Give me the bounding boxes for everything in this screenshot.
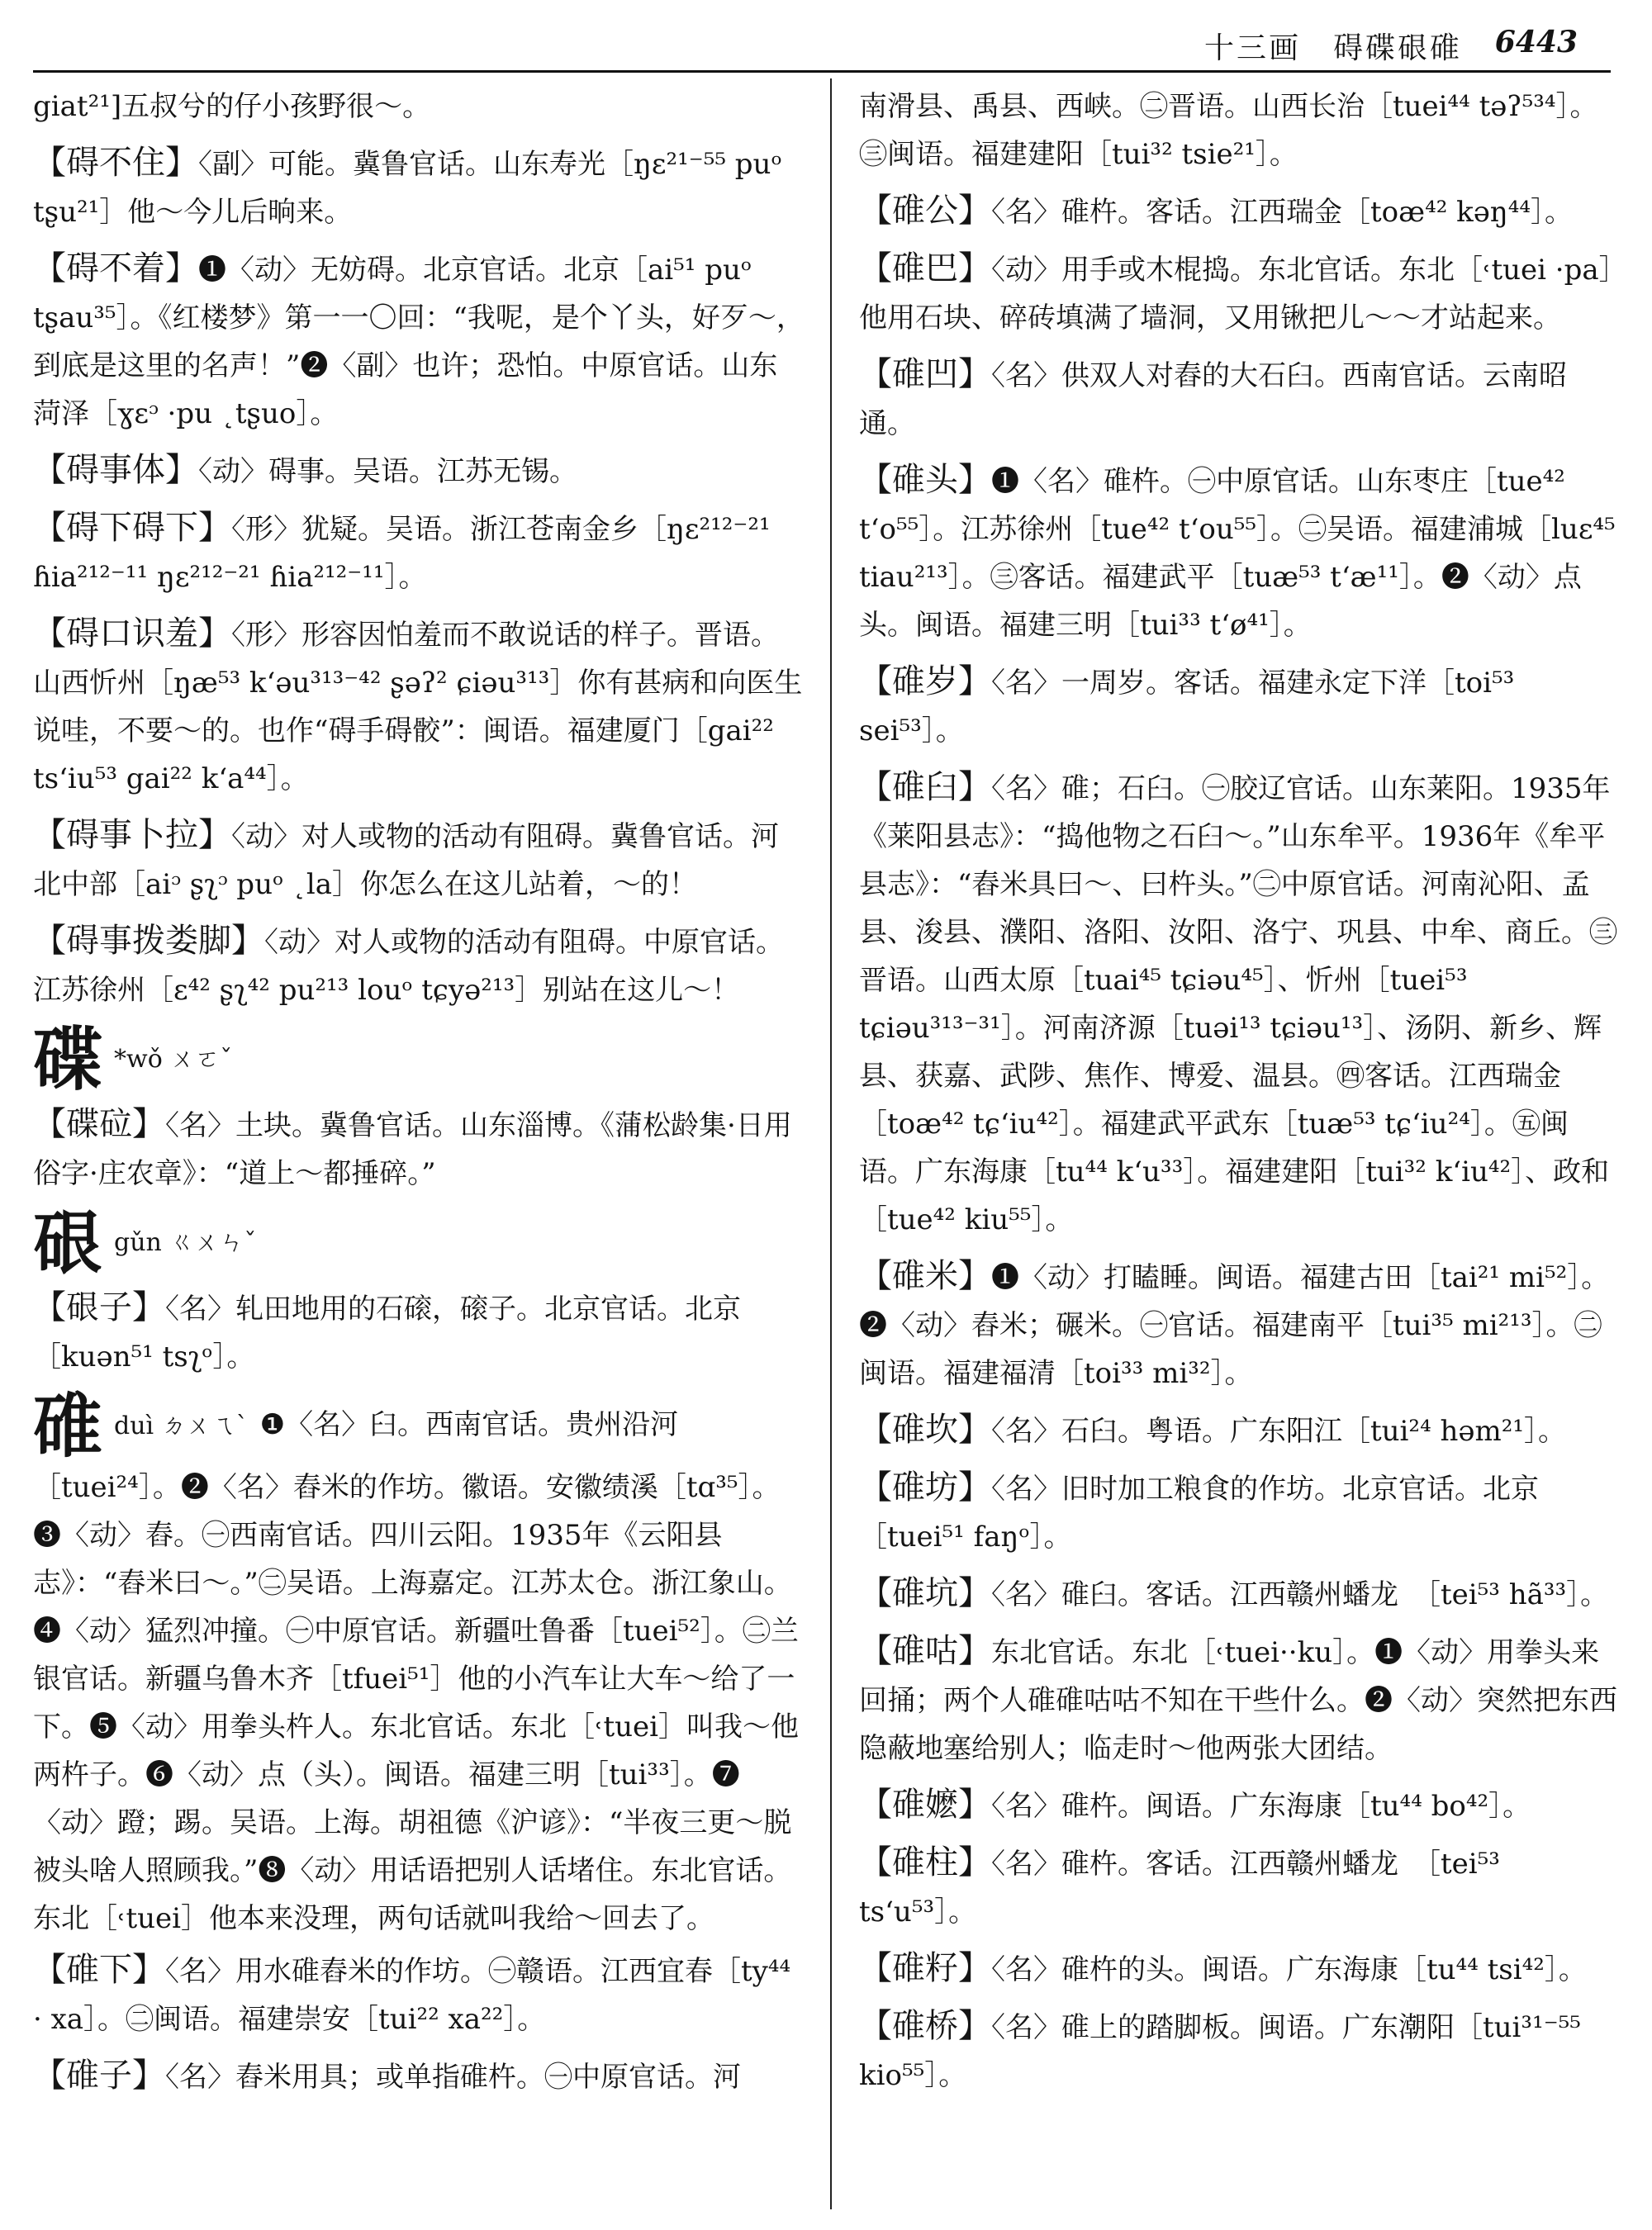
headword-close-bracket: 】 [958,1632,991,1670]
dictionary-entry [33,1100,805,1198]
headword-open-bracket: 【 [859,1468,892,1506]
page-header [0,25,1652,74]
entry-definition: 〈动〉用手或木棍捣。东北官话。东北［˓tuei ·pa］他用石块、碎砖填满了墙洞，又用锹把儿～～才站起来。 [859,254,1613,334]
headword-close-bracket: 】 [958,1257,991,1295]
headword-close-bracket: 】 [958,1468,991,1506]
dictionary-entry [33,2052,805,2101]
headword-close-bracket: 】 [132,1951,165,1989]
entry-definition: 〈名〉供双人对舂的大石臼。西南官话。云南昭通。 [859,359,1567,440]
continued-text: giat²¹]五叔兮的仔小孩野很～。 [33,90,431,123]
entry-headword: 碍不住 [66,144,165,182]
character-entry [33,1018,805,1100]
entry-headword: 碓凹 [892,355,958,393]
headword-open-bracket: 【 [859,768,892,806]
entry-definition: 〈形〉形容因怕羞而不敢说话的样子。晋语。山西忻州［ŋæ⁵³ k‘əu³¹³⁻⁴² ʂəʔ² ɕiəu³¹³］你有甚病和向医生说哇，不要～的。也作“碍手碍骹”：闽语。福建厦门［gai²² ts‘iu⁵³ gai²² k‘a⁴⁴］。 [33,619,803,795]
entry-headword: 碓头 [892,461,958,499]
headword-open-bracket: 【 [33,922,66,960]
dictionary-entry [859,1839,1619,1936]
dictionary-entry [859,2002,1619,2100]
headword-open-bracket: 【 [33,816,66,854]
entry-headword: 碓坑 [892,1574,958,1612]
entry-definition: 〈形〉犹疑。吴语。浙江苍南金乡［ŋɛ²¹²⁻²¹ ɦia²¹²⁻¹¹ ŋɛ²¹²⁻²¹ ɦia²¹²⁻¹¹］。 [33,513,771,594]
entry-definition: 〈动〉碍事。吴语。江苏无锡。 [198,455,577,488]
headword-close-bracket: 】 [958,249,991,287]
headword-open-bracket: 【 [859,1257,892,1295]
dictionary-entry [33,139,805,236]
entry-headword: 碍不着 [66,249,165,287]
entry-definition: 〈名〉碓杵。客话。江西赣州蟠龙 ［tei⁵³ ts‘u⁵³］。 [859,1848,1500,1929]
dictionary-entry [859,244,1619,342]
headword-open-bracket: 【 [33,144,66,182]
entry-headword: 碓咕 [892,1632,958,1670]
dictionary-entry [33,610,805,803]
entry-headword: 碓岁 [892,662,958,700]
column-divider [830,78,832,2209]
headword-open-bracket: 【 [859,1949,892,1987]
entry-headword: 碍事卜拉 [66,816,198,854]
entry-headword: 碓米 [892,1257,958,1295]
headword-close-bracket: 】 [198,614,231,652]
headword-open-bracket: 【 [859,1632,892,1670]
character-pronunciation: *wǒ ㄨㄛˇ [114,1045,233,1074]
entry-headword: 碍口识羞 [66,614,198,652]
headword-close-bracket: 】 [958,1574,991,1612]
entry-definition: 〈名〉碓臼。客话。江西赣州蟠龙 ［tei⁵³ hã³³］。 [991,1578,1609,1611]
right-column [859,83,1619,2205]
dictionary-entry [859,350,1619,448]
entry-definition: 〈名〉一周岁。客话。福建永定下洋［toi⁵³ sei⁵³］。 [859,667,1515,747]
headword-close-bracket: 】 [165,451,198,489]
character-pronunciation: gǔn ㄍㄨㄣˇ [114,1228,257,1257]
headword-close-bracket: 】 [132,2057,165,2095]
dictionary-entry [33,446,805,496]
headword-close-bracket: 】 [132,1288,165,1326]
dictionary-entry [859,763,1619,1244]
entry-headword: 碓巴 [892,249,958,287]
headword-close-bracket: 】 [958,355,991,393]
entry-headword: 碍事拨娄脚 [66,922,231,960]
character-entry [33,1202,805,1283]
entry-definition: ❶〈动〉无妨碍。北京官话。北京［ai⁵¹ puᵒ tʂau³⁵］。《红楼梦》第一一〇回：“我呢，是个丫头，好歹～，到底是这里的名声！”❷〈副〉也许；恐怕。中原官话。山东菏泽［ɣɛᵓ ·pu ˛tʂuo］。 [33,254,805,430]
entry-definition: 〈名〉土块。冀鲁官话。山东淄博。《蒲松龄集·日用俗字·庄农章》：“道上～都捶碎。” [33,1109,792,1190]
dictionary-entry [859,456,1619,649]
dictionary-entry [859,1252,1619,1397]
headword-open-bracket: 【 [859,461,892,499]
continued-text: 南滑县、禹县、西峡。㊁晋语。山西长治［tuei⁴⁴ təʔ⁵³⁴］。㊂闽语。福建建阳［tui³² tsie²¹］。 [859,90,1598,171]
headword-open-bracket: 【 [859,249,892,287]
headword-close-bracket: 】 [165,144,198,182]
headword-open-bracket: 【 [859,662,892,700]
dictionary-entry [33,917,805,1014]
headword-open-bracket: 【 [859,1843,892,1881]
dictionary-entry [859,187,1619,236]
entry-definition: 〈副〉可能。冀鲁官话。山东寿光［ŋɛ²¹⁻⁵⁵ puᵒ tʂu²¹］他～今儿后晌来。 [33,148,782,229]
headword-open-bracket: 【 [859,192,892,230]
entry-definition: 〈名〉碓杵的头。闽语。广东海康［tu⁴⁴ tsi⁴²］。 [991,1953,1587,1986]
head-character: 硍 [33,1202,103,1283]
entry-headword: 碟砬 [66,1105,132,1143]
headword-close-bracket: 】 [198,816,231,854]
dictionary-entry [859,1406,1619,1455]
dictionary-entry [33,1283,805,1381]
entry-definition: 〈名〉舂米用具；或单指碓杵。㊀中原官话。河 [165,2061,741,2094]
headword-open-bracket: 【 [33,451,66,489]
entry-headword: 碓籽 [892,1949,958,1987]
headword-open-bracket: 【 [859,355,892,393]
page-number: 6443 [1494,25,1578,59]
headword-open-bracket: 【 [33,249,66,287]
dictionary-entry [33,504,805,601]
headword-open-bracket: 【 [33,614,66,652]
headword-close-bracket: 】 [198,509,231,547]
headword-close-bracket: 】 [958,662,991,700]
entry-headword: 碓公 [892,192,958,230]
left-column [33,83,805,2205]
entry-headword: 碍下碍下 [66,509,198,547]
head-character: 碓 [33,1385,103,1467]
entry-definition: 〈动〉对人或物的活动有阻碍。冀鲁官话。河北中部［aiᵓ ʂʅᵓ puᵒ ˛la］你怎么在这儿站着，～的！ [33,820,779,901]
entry-headword: 碓坊 [892,1468,958,1506]
dictionary-entry [859,657,1619,755]
dictionary-entry [859,1781,1619,1830]
section-title: 十三画 碍碟硍碓 [1203,31,1462,65]
headword-open-bracket: 【 [33,509,66,547]
entry-headword: 碓子 [66,2057,132,2095]
headword-close-bracket: 】 [165,249,198,287]
entry-definition: 〈名〉碓；石臼。㊀胶辽官话。山东莱阳。1935年《莱阳县志》：“捣他物之石臼～。”山东牟平。1936年《牟平县志》：“舂米具曰～、曰杵头。”㊁中原官话。河南沁阳、孟县、浚县、濮阳、洛阳、汝阳、洛宁、巩县、中牟、商丘。㊂晋语。山西太原［tuai⁴⁵ tɕiəu⁴⁵］、忻州［tuei⁵³ tɕiəu³¹³⁻³¹］。河南济源［tuəi¹³ tɕiəu¹³］、汤阴、新乡、辉县、获嘉、武陟、焦作、博爱、温县。㊃客话。江西瑞金［toæ⁴² tɕ‘iu⁴²］。福建武平武东［tuæ⁵³ tɕ‘iu²⁴］。㊄闽语。广东海康［tu⁴⁴ k‘u³³］。福建建阳［tui³² k‘iu⁴²］、政和［tue⁴² kiu⁵⁵］。 [859,772,1617,1236]
character-entry [33,1385,805,1943]
entry-headword: 碓臼 [892,768,958,806]
entry-definition: 东北官话。东北［˓tuei··ku］。❶〈动〉用拳头来回捅；两个人碓碓咕咕不知在干些什么。❷〈动〉突然把东西隐蔽地塞给别人；临走时～他两张大团结。 [859,1636,1617,1765]
dictionary-entry [33,244,805,438]
entry-definition: ❶〈名〉碓杵。㊀中原官话。山东枣庄［tue⁴² t‘o⁵⁵］。江苏徐州［tue⁴² t‘ou⁵⁵］。㊁吴语。福建浦城［luɛ⁴⁵ tiau²¹³］。㊂客话。福建武平［tuæ⁵³ t‘æ¹¹］。❷〈动〉点头。闽语。福建三明［tui³³ t‘ø⁴¹］。 [859,465,1616,642]
character-pronunciation: duì ㄉㄨㄟˋ [114,1412,249,1440]
headword-open-bracket: 【 [859,1411,892,1449]
dictionary-entry [859,1627,1619,1772]
entry-headword: 碓嬷 [892,1786,958,1824]
dictionary-entry [859,1464,1619,1561]
entry-definition: 〈名〉用水碓舂米的作坊。㊀赣语。江西宜春［ty⁴⁴ · xa］。㊁闽语。福建崇安［tui²² xa²²］。 [33,1955,791,2036]
entry-headword: 碓桥 [892,2007,958,2045]
entry-headword: 硍子 [66,1288,132,1326]
headword-close-bracket: 】 [958,1949,991,1987]
headword-close-bracket: 】 [958,1411,991,1449]
dictionary-entry [33,811,805,909]
headword-close-bracket: 】 [958,768,991,806]
headword-close-bracket: 】 [958,1843,991,1881]
headword-open-bracket: 【 [33,2057,66,2095]
headword-open-bracket: 【 [859,2007,892,2045]
character-definition: ❶〈名〉臼。西南官话。贵州沿河［tuei²⁴］。❷〈名〉舂米的作坊。徽语。安徽绩溪［tɑ³⁵］。❸〈动〉舂。㊀西南官话。四川云阳。1935年《云阳县志》：“舂米曰～。”㊁吴语。上海嘉定。江苏太仓。浙江象山。❹〈动〉猛烈冲撞。㊀中原官话。新疆吐鲁番［tuei⁵²］。㊁兰银官话。新疆乌鲁木齐［tfuei⁵¹］他的小汽车让大车～给了一下。❺〈动〉用拳头杵人。东北官话。东北［˓tuei］叫我～他两杵子。❻〈动〉点（头）。闽语。福建三明［tui³³］。❼〈动〉蹬；踢。吴语。上海。胡祖德《沪谚》：“半夜三更～脱被头啥人照顾我。”❽〈动〉用话语把别人话堵住。东北官话。东北［˓tuei］他本来没理，两句话就叫我给～回去了。 [33,1408,799,1935]
entry-definition: 〈名〉石臼。粤语。广东阳江［tui²⁴ həm²¹］。 [991,1415,1567,1448]
entry-definition: 〈动〉对人或物的活动有阻碍。中原官话。江苏徐州［ɛ⁴² ʂʅ⁴² pu²¹³ louᵒ tɕyə²¹³］别站在这儿～！ [33,926,784,1007]
entry-definition: 〈名〉碓杵。闽语。广东海康［tu⁴⁴ bo⁴²］。 [991,1790,1531,1823]
headword-open-bracket: 【 [859,1574,892,1612]
headword-open-bracket: 【 [33,1288,66,1326]
headword-open-bracket: 【 [33,1951,66,1989]
entry-definition: 〈名〉旧时加工粮食的作坊。北京官话。北京［tuei⁵¹ faŋᵒ］。 [859,1473,1539,1554]
entry-definition: 〈名〉碓杵。客话。江西瑞金［toæ⁴² kəŋ⁴⁴］。 [991,196,1574,229]
headword-close-bracket: 】 [958,1786,991,1824]
entry-headword: 碓下 [66,1951,132,1989]
dictionary-entry [859,1944,1619,1994]
entry-definition: 〈名〉碓上的踏脚板。闽语。广东潮阳［tui³¹⁻⁵⁵ kio⁵⁵］。 [859,2011,1581,2092]
headword-open-bracket: 【 [33,1105,66,1143]
headword-close-bracket: 】 [958,461,991,499]
headword-close-bracket: 】 [958,192,991,230]
entry-headword: 碍事体 [66,451,165,489]
entry-definition: 〈名〉轧田地用的石磙，磙子。北京官话。北京［kuən⁵¹ tsʅᵒ］。 [33,1293,741,1374]
dictionary-entry [33,1946,805,2043]
headword-close-bracket: 】 [132,1105,165,1143]
dictionary-entry [859,1569,1619,1619]
entry-definition: ❶〈动〉打瞌睡。闽语。福建古田［tai²¹ mi⁵²］。❷〈动〉舂米；碾米。㊀官话。福建南平［tui³⁵ mi²¹³］。㊁闽语。福建福清［toi³³ mi³²］。 [859,1261,1610,1390]
head-character: 碟 [33,1018,103,1100]
entry-headword: 碓柱 [892,1843,958,1881]
headword-open-bracket: 【 [859,1786,892,1824]
headword-close-bracket: 】 [958,2007,991,2045]
header-rule [33,70,1611,73]
headword-close-bracket: 】 [231,922,264,960]
entry-headword: 碓坎 [892,1411,958,1449]
